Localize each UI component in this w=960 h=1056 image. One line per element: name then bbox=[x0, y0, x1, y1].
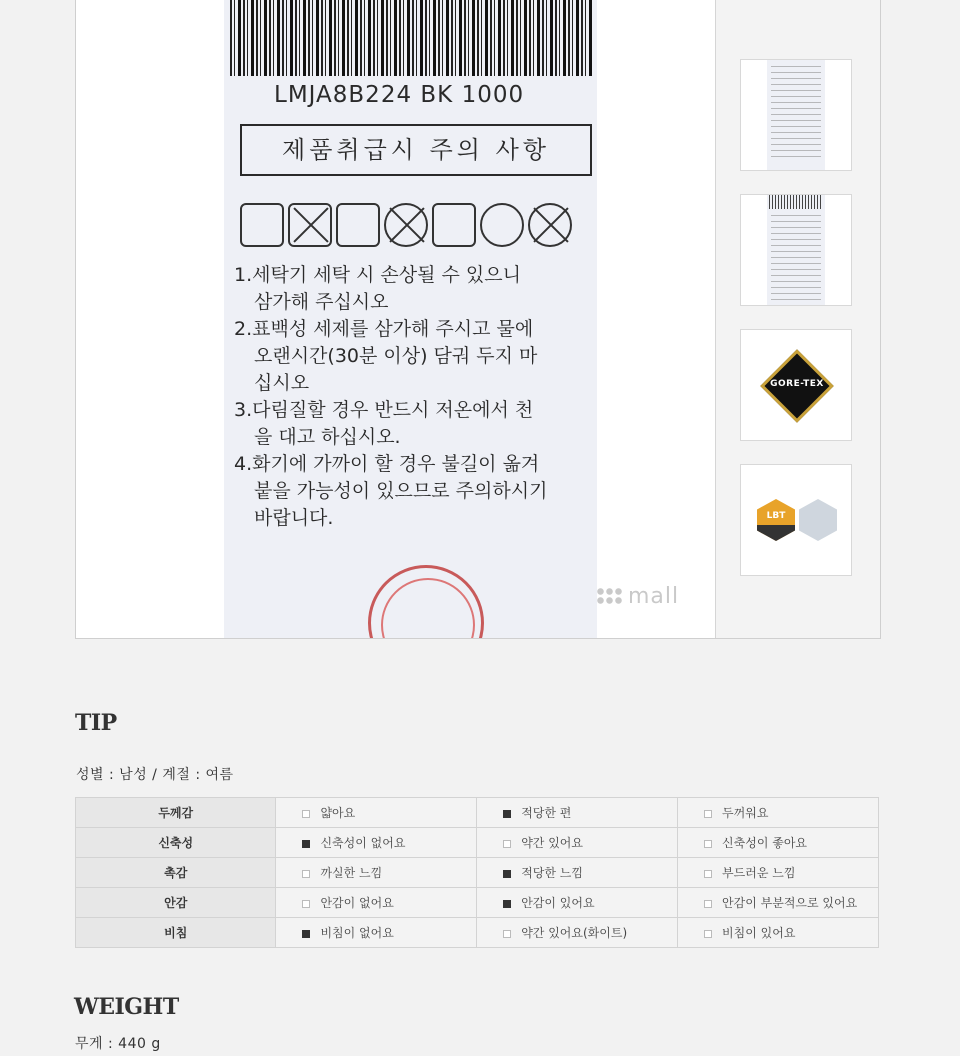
empty-square-icon bbox=[302, 900, 310, 908]
dry-flat-icon bbox=[432, 203, 476, 247]
care-symbols-row bbox=[240, 192, 592, 258]
tip-row-label: 신축성 bbox=[76, 828, 276, 858]
tip-option bbox=[477, 888, 678, 918]
empty-square-icon bbox=[704, 870, 712, 878]
checked-square-icon bbox=[302, 930, 310, 938]
barcode bbox=[230, 0, 592, 76]
tip-row bbox=[76, 858, 879, 888]
thumb-care-label[interactable] bbox=[740, 194, 852, 306]
instruction-line: 2.표백성 세제를 삼가해 주시고 물에 bbox=[234, 318, 534, 340]
watermark bbox=[596, 584, 679, 609]
tip-row-label: 비침 bbox=[76, 918, 276, 948]
tip-row bbox=[76, 798, 879, 828]
tip-option bbox=[276, 918, 477, 948]
no-tumble-dry-icon bbox=[528, 203, 572, 247]
thumb-label-paper bbox=[767, 195, 825, 305]
tip-option bbox=[678, 858, 879, 888]
tip-option-label: 약간 있어요(화이트) bbox=[521, 926, 628, 940]
tip-option-label: 비침이 있어요 bbox=[722, 926, 796, 940]
checked-square-icon bbox=[503, 810, 511, 818]
care-label-photo bbox=[224, 0, 597, 638]
label-code: LMJA8B224 BK 1000 bbox=[274, 82, 525, 108]
tip-option-label: 적당한 느낌 bbox=[521, 866, 583, 880]
tip-option-label: 안감이 있어요 bbox=[521, 896, 595, 910]
checked-square-icon bbox=[503, 870, 511, 878]
tip-option bbox=[477, 918, 678, 948]
weight-title: WEIGHT bbox=[74, 994, 179, 1020]
season-line: 성별 : 남성 / 계절 : 여름 bbox=[76, 767, 234, 783]
instruction-line: 십시오 bbox=[254, 372, 310, 394]
main-product-image bbox=[76, 0, 716, 638]
tip-option-label: 얇아요 bbox=[320, 806, 356, 820]
instruction-line: 을 대고 하십시오. bbox=[254, 426, 401, 448]
empty-square-icon bbox=[503, 930, 511, 938]
tip-option-label: 두꺼워요 bbox=[722, 806, 769, 820]
hand-wash-30-icon bbox=[240, 203, 284, 247]
tip-option-label: 안감이 없어요 bbox=[320, 896, 394, 910]
tip-option bbox=[477, 828, 678, 858]
iron-low-icon bbox=[336, 203, 380, 247]
thumb-label-lines bbox=[771, 66, 821, 162]
tip-row-label: 안감 bbox=[76, 888, 276, 918]
inspection-stamp bbox=[368, 565, 484, 638]
checked-square-icon bbox=[503, 900, 511, 908]
thumb-lbt-tags[interactable] bbox=[740, 464, 852, 576]
tip-row bbox=[76, 918, 879, 948]
empty-square-icon bbox=[704, 900, 712, 908]
empty-square-icon bbox=[704, 930, 712, 938]
empty-square-icon bbox=[503, 840, 511, 848]
tip-option bbox=[678, 828, 879, 858]
grey-hex-tag-icon bbox=[799, 499, 837, 541]
tip-option-label: 비침이 없어요 bbox=[320, 926, 394, 940]
tip-option bbox=[276, 798, 477, 828]
goretex-logo-icon bbox=[761, 350, 833, 422]
thumb-label-lines bbox=[771, 215, 821, 306]
tip-option-label: 신축성이 좋아요 bbox=[722, 836, 808, 850]
checked-square-icon bbox=[302, 840, 310, 848]
empty-square-icon bbox=[704, 810, 712, 818]
goretex-text: GORE-TEX bbox=[770, 379, 824, 389]
no-dryclean-icon bbox=[384, 203, 428, 247]
tip-table bbox=[75, 797, 879, 948]
instruction-line: 삼가해 주십시오 bbox=[254, 291, 389, 313]
tip-option bbox=[678, 798, 879, 828]
tip-option bbox=[276, 828, 477, 858]
thumbnail-list bbox=[740, 59, 852, 599]
tip-option bbox=[477, 798, 678, 828]
product-image-viewer bbox=[75, 0, 881, 639]
tip-option-label: 신축성이 없어요 bbox=[320, 836, 406, 850]
no-bleach-icon bbox=[288, 203, 332, 247]
instruction-line: 오랜시간(30분 이상) 담궈 두지 마 bbox=[254, 345, 538, 367]
caution-title: 제품취급시 주의 사항 bbox=[240, 124, 592, 176]
weight-text: 무게 : 440 g bbox=[75, 1036, 161, 1052]
lbt-text: LBT bbox=[766, 511, 786, 521]
tip-row bbox=[76, 888, 879, 918]
tip-row-label: 촉감 bbox=[76, 858, 276, 888]
dry-shade-icon bbox=[480, 203, 524, 247]
tip-option-label: 부드러운 느낌 bbox=[722, 866, 796, 880]
tip-option bbox=[276, 888, 477, 918]
instruction-line: 붙을 가능성이 있으므로 주의하시기 bbox=[254, 480, 548, 502]
empty-square-icon bbox=[302, 810, 310, 818]
instruction-line: 1.세탁기 세탁 시 손상될 수 있으니 bbox=[234, 264, 521, 286]
tip-title: TIP bbox=[75, 710, 117, 736]
tip-option bbox=[477, 858, 678, 888]
tip-option bbox=[276, 858, 477, 888]
tip-option-label: 약간 있어요 bbox=[521, 836, 583, 850]
tip-row bbox=[76, 828, 879, 858]
watermark-logo-icon bbox=[596, 587, 624, 605]
empty-square-icon bbox=[704, 840, 712, 848]
tip-option bbox=[678, 888, 879, 918]
tip-option bbox=[678, 918, 879, 948]
tip-row-label: 두께감 bbox=[76, 798, 276, 828]
tip-option-label: 안감이 부분적으로 있어요 bbox=[722, 896, 858, 910]
thumb-goretex-tag[interactable] bbox=[740, 329, 852, 441]
empty-square-icon bbox=[302, 870, 310, 878]
instruction-line: 3.다림질할 경우 반드시 저온에서 천 bbox=[234, 399, 534, 421]
thumb-label-paper bbox=[767, 60, 825, 170]
instruction-line: 바랍니다. bbox=[254, 507, 334, 529]
tip-option-label: 까실한 느낌 bbox=[320, 866, 383, 880]
thumb-size-label[interactable] bbox=[740, 59, 852, 171]
instruction-line: 4.화기에 가까이 할 경우 불길이 옮겨 bbox=[234, 453, 540, 475]
tip-option-label: 적당한 편 bbox=[521, 806, 572, 820]
watermark-text: mall bbox=[628, 584, 680, 609]
thumb-barcode bbox=[769, 195, 823, 209]
